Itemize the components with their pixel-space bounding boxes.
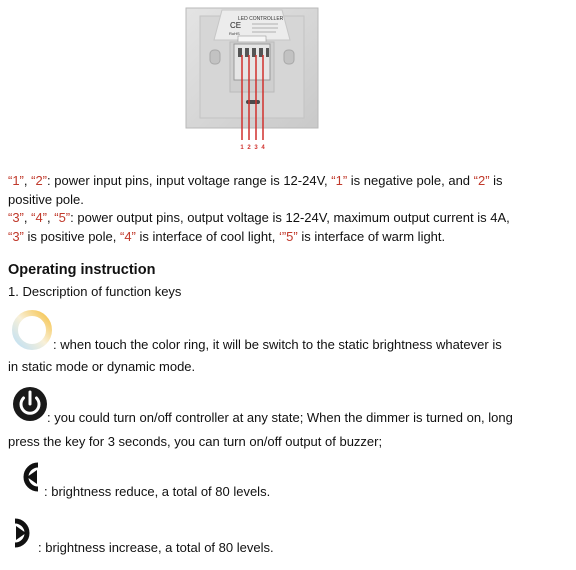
device-label: LED CONTROLLER [238,16,284,22]
text-segment: is positive pole, [23,229,120,244]
text-segment: is interface of warm light. [297,229,446,244]
pin-ref: “2” [473,173,490,188]
brightness-reduce-desc: : brightness reduce, a total of 80 levels. [44,484,271,499]
pin-ref: “2” [31,173,48,188]
pin-ref: “4” [120,229,136,244]
color-ring-desc-line1: : when touch the color ring, it will be switch to the static brightness whatever is [53,337,502,352]
brightness-increase-icon [9,518,37,548]
pin-ref: “3” [8,210,24,225]
pin-ref: “3” [8,229,24,244]
text-segment: : power output pins, output voltage is 12-24V, maximum output current is 4A, [70,210,510,225]
power-input-line2: positive pole. [8,192,84,207]
text-segment: is interface of cool light, [135,229,279,244]
power-icon [10,383,50,423]
pin-ref: ‘”5” [278,229,298,244]
terminal-number-1: 1 [240,145,244,151]
pin-ref: “4” [31,210,48,225]
pin-ref: “5” [54,210,71,225]
ce-mark: CE [230,21,242,30]
brightness-reduce-icon [16,462,44,492]
color-ring-desc-line2: in static mode or dynamic mode. [8,359,196,374]
power-desc-line1: : you could turn on/off controller at any state; When the dimmer is turned on, long [47,410,513,425]
power-output-line2 [8,227,445,246]
brightness-increase-desc: : brightness increase, a total of 80 levels. [38,540,274,555]
separator: , [23,173,32,188]
separator: , [23,210,32,225]
color-ring-icon [10,308,54,352]
text-segment: is [489,173,503,188]
rohs-mark: RoHS [229,31,240,36]
power-output-line1 [8,208,510,227]
terminal-number-2: 2 [247,145,251,151]
section-heading: Operating instruction [8,262,156,278]
power-input-line1 [8,171,503,190]
separator: , [47,210,55,225]
text-segment: : power input pins, input voltage range is 12-24V, [47,173,332,188]
terminal-number-3: 3 [254,145,258,151]
controller-back-photo [182,0,322,155]
power-desc-line2: press the key for 3 seconds, you can turn on/off output of buzzer; [8,434,383,449]
terminal-number-4: 4 [261,145,265,151]
text-segment: is negative pole, and [347,173,474,188]
pin-ref: “1” [8,173,24,188]
pin-ref: “1” [331,173,348,188]
section-subheading: 1. Description of function keys [8,284,182,299]
